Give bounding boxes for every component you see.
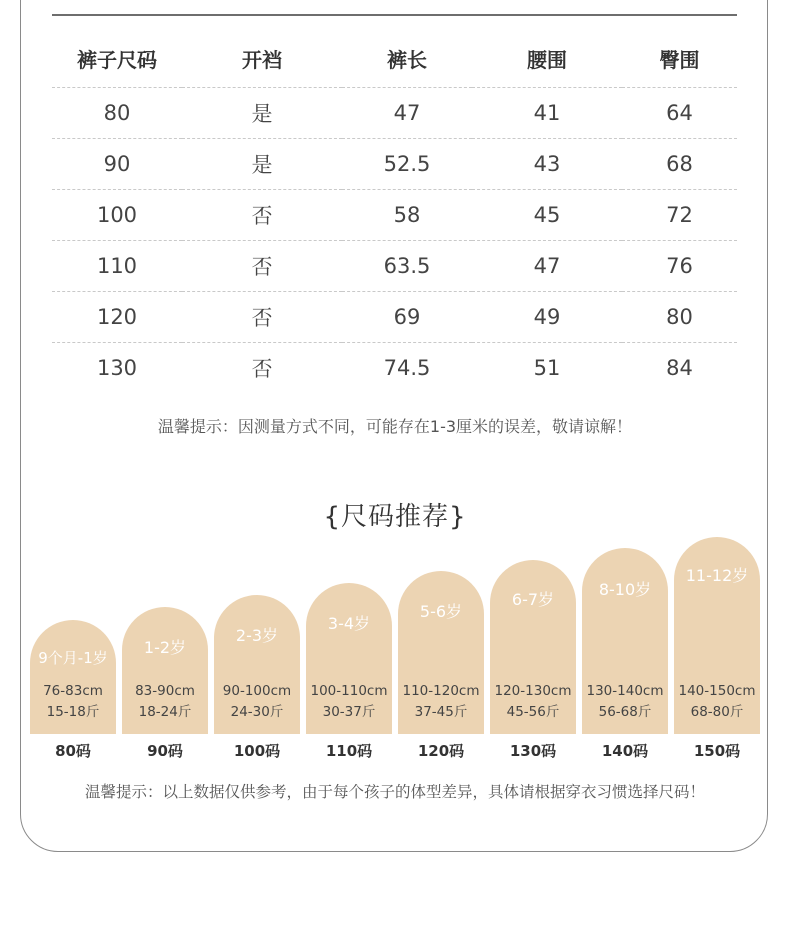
table-header-row xyxy=(52,30,737,88)
cell-waist: 41 xyxy=(472,88,622,139)
cell-size: 90 xyxy=(52,139,182,190)
arch-card xyxy=(490,560,576,734)
age-label: 8-10岁 xyxy=(598,580,652,599)
cell-size: 130 xyxy=(96,356,138,380)
cell-size: 110 xyxy=(52,241,182,292)
size-label: 100码 xyxy=(233,742,281,760)
height-range: 140-150cm xyxy=(678,683,756,699)
size-label: 80码 xyxy=(55,742,91,760)
height-range: 76-83cm xyxy=(43,683,103,699)
cell-length: 52.5 xyxy=(342,139,472,190)
cell-waist: 43 xyxy=(472,139,622,190)
age-label: 11-12岁 xyxy=(685,566,749,585)
size-label: 110码 xyxy=(325,742,373,760)
arch-card xyxy=(398,571,484,734)
cell-length: 69 xyxy=(342,292,472,343)
size-label: 120码 xyxy=(417,742,465,760)
table-top-rule xyxy=(52,14,737,16)
height-range: 90-100cm xyxy=(222,683,292,699)
table-row xyxy=(52,190,737,241)
height-range: 100-110cm xyxy=(310,683,388,699)
arch-card xyxy=(582,548,668,734)
weight-range: 68-80斤 xyxy=(690,704,744,720)
header-waist: 腰围 xyxy=(472,30,622,88)
size-table xyxy=(52,30,737,393)
arch-card xyxy=(306,583,392,734)
dims xyxy=(674,681,760,723)
cell-size: 100 xyxy=(52,190,182,241)
cell-length: 74.5 xyxy=(383,356,431,380)
weight-range: 37-45斤 xyxy=(414,704,468,720)
age-label: 2-3岁 xyxy=(235,626,279,645)
dims xyxy=(490,681,576,723)
size-label: 90码 xyxy=(147,742,183,760)
dims xyxy=(582,681,668,723)
header-pants-length: 裤长 xyxy=(342,30,472,88)
height-range: 83-90cm xyxy=(135,683,195,699)
cell-hip: 84 xyxy=(666,356,693,380)
reference-note: 温馨提示：以上数据仅供参考，由于每个孩子的体型差异，具体请根据穿衣习惯选择尺码！ xyxy=(84,783,705,801)
table-row xyxy=(52,139,737,190)
cell-hip: 76 xyxy=(622,241,737,292)
header-hip: 臀围 xyxy=(622,30,737,88)
dims xyxy=(30,681,116,723)
cell-length: 58 xyxy=(342,190,472,241)
cell-open-crotch: 是 xyxy=(182,88,342,139)
cell-hip: 68 xyxy=(622,139,737,190)
age-label: 5-6岁 xyxy=(419,602,463,621)
age-label: 9个月-1岁 xyxy=(38,649,108,667)
cell-open-crotch: 否 xyxy=(182,190,342,241)
arch-card xyxy=(122,607,208,734)
table-row xyxy=(52,292,737,343)
cell-length: 63.5 xyxy=(342,241,472,292)
arch-card xyxy=(674,537,760,734)
cell-size: 120 xyxy=(52,292,182,343)
arch-card xyxy=(30,620,116,734)
height-range: 130-140cm xyxy=(586,683,664,699)
cell-length: 47 xyxy=(342,88,472,139)
cell-waist: 45 xyxy=(472,190,622,241)
cell-open-crotch: 否 xyxy=(182,292,342,343)
size-label: 130码 xyxy=(509,742,557,760)
cell-size: 80 xyxy=(52,88,182,139)
dims xyxy=(306,681,392,723)
measurement-note: 温馨提示：因测量方式不同，可能存在1-3厘米的误差，敬请谅解！ xyxy=(157,417,633,436)
cell-hip: 64 xyxy=(622,88,737,139)
header-open-crotch: 开裆 xyxy=(182,30,342,88)
cell-hip: 80 xyxy=(622,292,737,343)
weight-range: 45-56斤 xyxy=(506,704,560,720)
dims xyxy=(398,681,484,723)
age-label: 1-2岁 xyxy=(143,638,187,657)
age-label: 6-7岁 xyxy=(511,590,555,609)
height-range: 110-120cm xyxy=(402,683,480,699)
header-pants-size: 裤子尺码 xyxy=(52,30,182,88)
table-row xyxy=(52,88,737,139)
dims xyxy=(214,681,300,723)
size-label: 140码 xyxy=(601,742,649,760)
cell-open-crotch: 是 xyxy=(182,139,342,190)
dims xyxy=(122,681,208,723)
section-title: {尺码推荐} xyxy=(323,502,467,532)
weight-range: 56-68斤 xyxy=(598,704,652,720)
height-range: 120-130cm xyxy=(494,683,572,699)
weight-range: 18-24斤 xyxy=(138,704,192,720)
cell-waist: 47 xyxy=(472,241,622,292)
table-row xyxy=(52,343,737,394)
cell-open-crotch: 否 xyxy=(182,241,342,292)
cell-hip: 72 xyxy=(622,190,737,241)
weight-range: 30-37斤 xyxy=(322,704,376,720)
cell-waist: 51 xyxy=(533,356,561,380)
cell-open-crotch: 否 xyxy=(251,357,273,381)
cell-waist: 49 xyxy=(472,292,622,343)
size-label: 150码 xyxy=(693,742,741,760)
arch-card xyxy=(214,595,300,734)
weight-range: 24-30斤 xyxy=(230,704,284,720)
weight-range: 15-18斤 xyxy=(46,704,100,720)
age-label: 3-4岁 xyxy=(327,614,371,633)
table-row xyxy=(52,241,737,292)
